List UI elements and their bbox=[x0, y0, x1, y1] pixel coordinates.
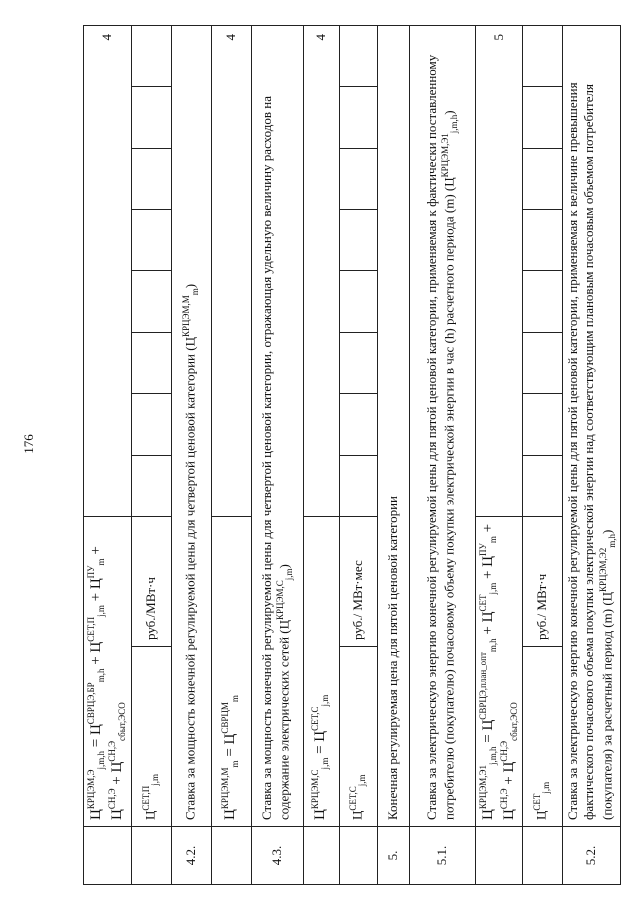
formula-wholesale-energy: $Ц^{КРЦЭМ,Э}_{j,m,h} = Ц^{СВРЦЭ,БР}_{m,h} + Ц^{СЕТ,П}_{j,m} + Ц^{ПУ}_m + Ц^{СН,Э} + Ц^{СН,Э}_{сбыт,ЭСО}$ bbox=[84, 516, 132, 826]
row-description: Ставка за мощность конечной регулируемой цены для четвертой ценовой категории, отражающая удельную величину расходов на содержание электрических сетей $(Ц^{КРЦЭМ,С}_{j,m})$ bbox=[251, 26, 303, 827]
marker: 5 bbox=[475, 26, 523, 517]
row-description: Конечная регулируемая цена для пятой ценовой категории bbox=[377, 26, 409, 827]
row-number: 5.2. bbox=[563, 827, 621, 885]
formula-network: $Ц^{КРЦЭМ,С}_{j,m} = Ц^{СЕТ,С}_{j,m}$ bbox=[303, 516, 339, 826]
unit: руб./ МВт·ч bbox=[523, 516, 563, 646]
row-description: Ставка за электрическую энергию конечной регулируемой цены для пятой ценовой категории, применяемая к величине превышения фактического почасового объема покупки электрической энергии над соответствующим плановым почасовым объемом потребителя (покупателя) за расчетный период (m) $(Ц^{КРЦЭМ,Э2}_{m,h})$ bbox=[563, 26, 621, 827]
row-number: 4.3. bbox=[251, 827, 303, 885]
row-number bbox=[84, 827, 132, 885]
formula-fifth-category: $Ц^{КРЦЭМ,Э1}_{j,m,h} = Ц^{СВРЦЭ,план\_опт}_{m,h} + Ц^{СЕТ}_{j,m} + Ц^{ПУ}_m + Ц^{СН,Э} + Ц^{СН,Э}_{сбыт,ЭСО}$ bbox=[475, 516, 523, 826]
table-row bbox=[251, 26, 303, 885]
row-number: 5. bbox=[377, 827, 409, 885]
row-description: Ставка за электрическую энергию конечной регулируемой цены для пятой ценовой категории, применяемая к фактически поставленному потребителю (покупателю) почасовому объему покупки электрической энергии в час (h) расчетного периода (m) $(Ц^{КРЦЭМ,Э1}_{j,m,h})$ bbox=[409, 26, 475, 827]
page-number: 176 bbox=[21, 434, 36, 454]
formula-capacity: $Ц^{КРЦЭМ,М}_m = Ц^{СВРЦМ}_m$ bbox=[211, 516, 251, 826]
unit: руб./МВт·ч bbox=[131, 516, 171, 646]
table-row bbox=[563, 26, 621, 885]
marker: 4 bbox=[84, 26, 132, 517]
row-label: $Ц^{СЕТ,П}_{j,m}$ bbox=[131, 647, 171, 827]
empty-cells bbox=[132, 26, 171, 516]
row-label: $Ц^{СЕТ}_{j,m}$ bbox=[523, 647, 563, 827]
table-row bbox=[339, 26, 377, 885]
empty-cells bbox=[523, 26, 562, 516]
rotated-table-wrapper bbox=[83, 25, 617, 885]
table-row bbox=[211, 26, 251, 885]
table-row bbox=[171, 26, 211, 885]
empty-cells bbox=[340, 26, 377, 516]
row-number: 4.2. bbox=[171, 827, 211, 885]
table-row bbox=[523, 26, 563, 885]
unit: руб./ МВт·мес bbox=[339, 516, 377, 646]
table-row bbox=[409, 26, 475, 885]
tariff-table bbox=[83, 25, 621, 885]
table-row bbox=[84, 26, 132, 885]
marker: 4 bbox=[303, 26, 339, 517]
marker: 4 bbox=[211, 26, 251, 517]
row-number: 5.1. bbox=[409, 827, 475, 885]
table-row bbox=[377, 26, 409, 885]
table-row bbox=[131, 26, 171, 885]
table-row bbox=[475, 26, 523, 885]
row-label: $Ц^{СЕТ,С}_{j,m}$ bbox=[339, 647, 377, 827]
row-description: Ставка за мощность конечной регулируемой цены для четвертой ценовой категории $(Ц^{КРЦЭМ,М}_m)$ bbox=[171, 26, 211, 827]
table-row bbox=[303, 26, 339, 885]
